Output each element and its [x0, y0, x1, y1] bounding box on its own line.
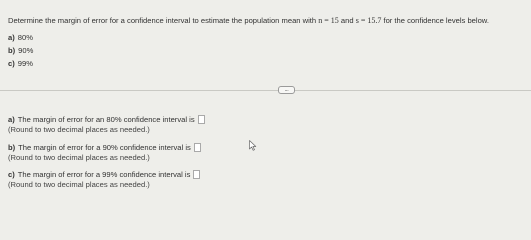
answer-c-input[interactable]: [193, 170, 200, 179]
answer-b-line: [8, 143, 201, 153]
mouse-pointer-icon: [249, 140, 257, 151]
option-a: [8, 33, 33, 43]
option-letter: b): [8, 46, 16, 55]
sample-size: n = 15: [318, 16, 339, 25]
answer-b-hint: (Round to two decimal places as needed.): [8, 153, 150, 162]
option-c: [8, 59, 33, 69]
answer-text: The margin of error for a 99% confidence interval is: [17, 170, 191, 179]
expand-more-button[interactable]: ...: [278, 86, 295, 94]
answer-b-input[interactable]: [194, 143, 201, 152]
prompt-prefix: Determine the margin of error for a confidence interval to estimate the population mean with: [8, 16, 317, 25]
prompt-and: and: [340, 16, 354, 25]
answer-text: The margin of error for a 90% confidence interval is: [18, 143, 191, 152]
answer-letter: a): [8, 115, 15, 124]
prompt-suffix: for the confidence levels below.: [383, 16, 489, 25]
sample-std-dev: s = 15.7: [355, 16, 382, 25]
answer-a-hint: (Round to two decimal places as needed.): [8, 125, 150, 134]
answer-letter: b): [8, 143, 16, 152]
answer-a-input[interactable]: [198, 115, 205, 124]
option-letter: a): [8, 33, 15, 42]
question-prompt: [8, 16, 489, 26]
answer-c-hint: (Round to two decimal places as needed.): [8, 180, 150, 189]
option-text: 80%: [17, 33, 33, 42]
option-b: [8, 46, 33, 56]
answer-letter: c): [8, 170, 15, 179]
answer-a-line: [8, 115, 205, 125]
answer-c-line: [8, 170, 200, 180]
option-letter: c): [8, 59, 15, 68]
option-text: 99%: [17, 59, 33, 68]
section-divider: [0, 90, 531, 91]
answer-text: The margin of error for an 80% confidence interval is: [17, 115, 195, 124]
option-text: 90%: [18, 46, 34, 55]
